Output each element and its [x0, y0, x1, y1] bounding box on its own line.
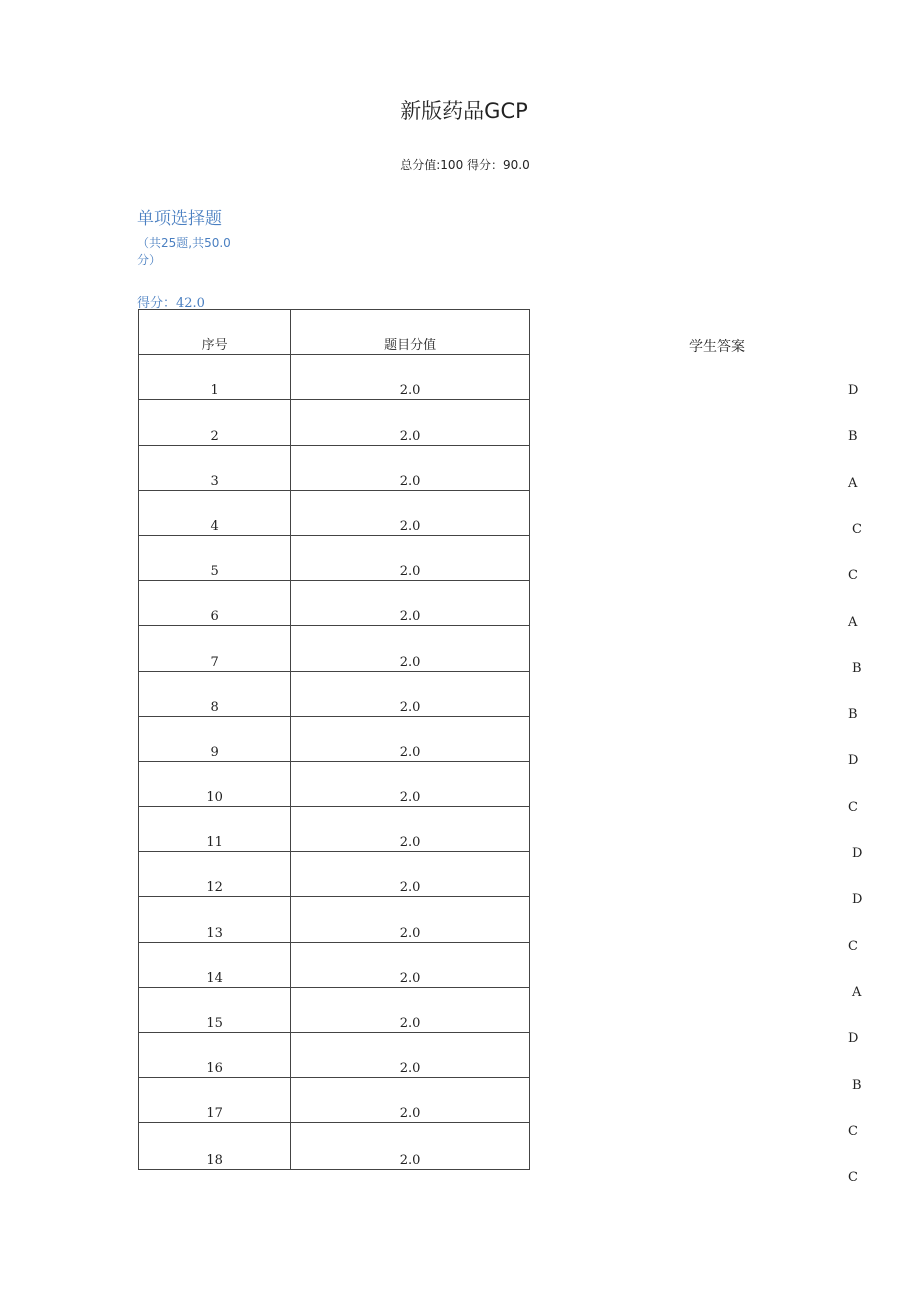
header-answer: 学生答案	[689, 339, 745, 355]
student-answer: B	[848, 429, 858, 445]
row-number: 14	[139, 942, 291, 987]
table-row	[139, 807, 530, 852]
header-value: 题目分值	[291, 310, 530, 355]
table-row	[139, 852, 530, 897]
row-number: 9	[139, 716, 291, 761]
row-number: 13	[139, 897, 291, 942]
row-number: 17	[139, 1078, 291, 1123]
row-value: 2.0	[291, 807, 530, 852]
table-row	[139, 897, 530, 942]
row-number: 11	[139, 807, 291, 852]
score-summary: 总分值:100 得分：90.0	[400, 158, 530, 172]
student-answer: C	[848, 568, 858, 584]
row-number: 15	[139, 987, 291, 1032]
student-answer: C	[848, 1170, 858, 1186]
table-row	[139, 400, 530, 445]
row-value: 2.0	[291, 716, 530, 761]
row-number: 3	[139, 445, 291, 490]
student-answer: D	[852, 892, 863, 908]
row-value: 2.0	[291, 355, 530, 400]
row-value: 2.0	[291, 761, 530, 806]
table-row	[139, 626, 530, 671]
row-number: 2	[139, 400, 291, 445]
student-answer: A	[852, 984, 862, 1000]
row-number: 4	[139, 490, 291, 535]
student-answer: A	[848, 475, 858, 491]
table-row	[139, 490, 530, 535]
student-answer: C	[848, 799, 858, 815]
student-answer: C	[848, 1123, 858, 1139]
student-answer: D	[848, 383, 859, 398]
row-value: 2.0	[291, 581, 530, 626]
row-value: 2.0	[291, 445, 530, 490]
row-value: 2.0	[291, 400, 530, 445]
row-number: 1	[139, 355, 291, 400]
row-value: 2.0	[291, 1123, 530, 1170]
row-number: 18	[139, 1123, 291, 1170]
student-answer: B	[848, 707, 858, 723]
student-answer: D	[848, 1031, 859, 1047]
student-answer: C	[848, 938, 858, 954]
row-value: 2.0	[291, 490, 530, 535]
row-number: 12	[139, 852, 291, 897]
row-number: 16	[139, 1033, 291, 1078]
student-answer: D	[848, 753, 859, 769]
table-row	[139, 581, 530, 626]
table-row	[139, 1123, 530, 1170]
page-title: 新版药品GCP	[400, 99, 528, 123]
table-row	[139, 716, 530, 761]
row-value: 2.0	[291, 852, 530, 897]
table-row	[139, 942, 530, 987]
row-value: 2.0	[291, 671, 530, 716]
row-number: 8	[139, 671, 291, 716]
table-row	[139, 1078, 530, 1123]
row-number: 5	[139, 535, 291, 580]
section-title: 单项选择题	[137, 209, 222, 229]
section-score: 得分：42.0	[137, 296, 205, 311]
table-row	[139, 1033, 530, 1078]
table-body	[139, 355, 530, 1170]
row-value: 2.0	[291, 535, 530, 580]
row-value: 2.0	[291, 1078, 530, 1123]
row-value: 2.0	[291, 897, 530, 942]
row-value: 2.0	[291, 987, 530, 1032]
section-meta: （共25题,共50.0 分）	[137, 236, 231, 267]
row-number: 6	[139, 581, 291, 626]
table-row	[139, 987, 530, 1032]
score-table	[138, 309, 530, 1170]
row-number: 10	[139, 761, 291, 806]
row-value: 2.0	[291, 1033, 530, 1078]
row-number: 7	[139, 626, 291, 671]
table-row	[139, 445, 530, 490]
table-row	[139, 761, 530, 806]
student-answer: A	[848, 614, 858, 630]
table-header-row	[139, 310, 530, 355]
student-answer: B	[852, 660, 862, 676]
table-row	[139, 535, 530, 580]
table-row	[139, 355, 530, 400]
student-answer: B	[852, 1077, 862, 1093]
student-answer: D	[852, 846, 863, 861]
table-row	[139, 671, 530, 716]
header-number: 序号	[139, 310, 291, 355]
row-value: 2.0	[291, 626, 530, 671]
student-answer: C	[852, 521, 862, 537]
row-value: 2.0	[291, 942, 530, 987]
